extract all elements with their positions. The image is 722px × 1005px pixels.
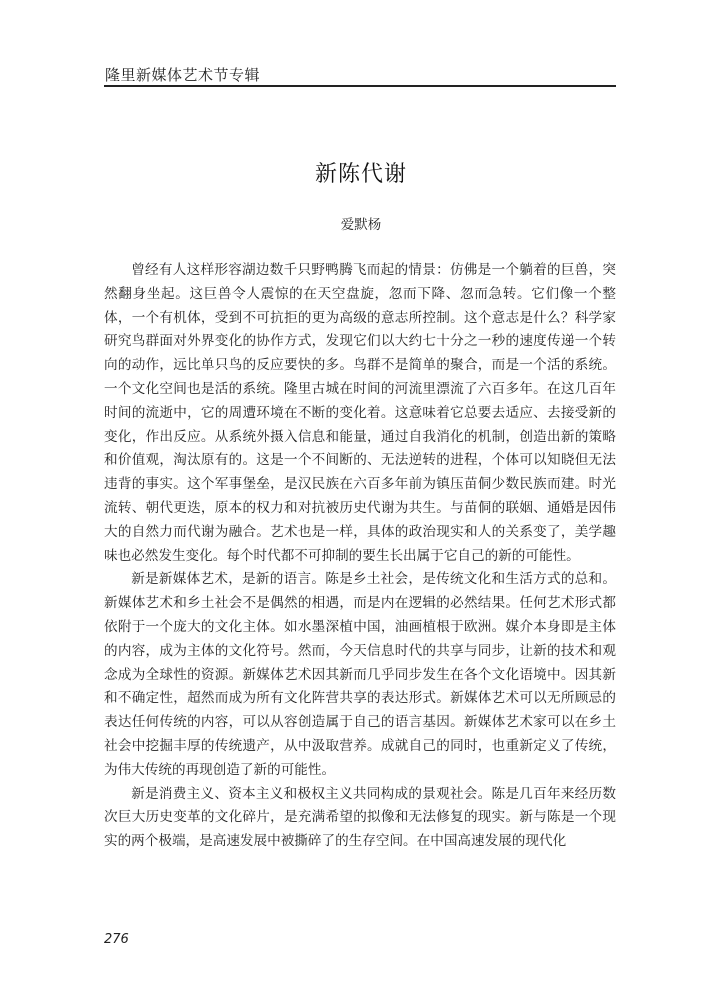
page-number: 276 (104, 932, 129, 947)
paragraph: 新是新媒体艺术，是新的语言。陈是乡土社会，是传统文化和生活方式的总和。新媒体艺术和乡土社会不是偶然的相遇，而是内在逻辑的必然结果。任何艺术形式都依附于一个庞大的文化主体。如水墨深植中国，油画植根于欧洲。媒介本身即是主体的内容，成为主体的文化符号。然而，今天信息时代的共享与同步，让新的技术和观念成为全球性的资源。新媒体艺术因其新而几乎同步发生在各个文化语境中。因其新和不确定性，超然而成为所有文化阵营共享的表达形式。新媒体艺术可以无所顾忌的表达任何传统的内容，可以从容创造属于自己的语言基因。新媒体艺术家可以在乡土社会中挖掘丰厚的传统遗产，从中汲取营养。成就自己的同时，也重新定义了传统，为伟大传统的再现创造了新的可能性。 (104, 571, 616, 778)
article-author: 爱默杨 (340, 217, 382, 233)
paragraph: 曾经有人这样形容湖边数千只野鸭腾飞而起的情景：仿佛是一个躺着的巨兽，突然翻身坐起。这巨兽令人震惊的在天空盘旋，忽而下降、忽而急转。它们像一个整体，一个有机体，受到不可抗拒的更为高级的意志所控制。这个意志是什么？科学家研究鸟群面对外界变化的协作方式，发现它们以大约七十分之一秒的速度传递一个转向的动作，远比单只鸟的反应要快的多。鸟群不是简单的聚合，而是一个活的系统。一个文化空间也是活的系统。隆里古城在时间的河流里漂流了六百多年。在这几百年时间的流逝中，它的周遭环境在不断的变化着。这意味着它总要去适应、去接受新的变化，作出反应。从系统外摄入信息和能量，通过自我消化的机制，创造出新的策略和价值观，淘汰原有的。这是一个不间断的、无法逆转的进程，个体可以知晓但无法违背的事实。这个军事堡垒，是汉民族在六百多年前为镇压苗侗少数民族而建。时光流转、朝代更迭，原本的权力和对抗被历史代谢为共生。与苗侗的联姻、通婚是因伟大的自然力而代谢为融合。艺术也是一样，具体的政治现实和人的关系变了，美学趣味也必然发生变化。每个时代都不可抑制的要生长出属于它自己的新的可能性。 (104, 262, 616, 564)
paragraph: 新是消费主义、资本主义和极权主义共同构成的景观社会。陈是几百年来经历数次巨大历史变革的文化碎片，是充满希望的拟像和无法修复的现实。新与陈是一个现实的两个极端，是高速发展中被撕碎了的生存空间。在中国高速发展的现代化 (104, 785, 616, 850)
article-body (104, 259, 616, 854)
running-header: 隆里新媒体艺术节专辑 (105, 66, 261, 84)
article-title: 新陈代谢 (314, 162, 407, 187)
header-rule (104, 85, 616, 87)
